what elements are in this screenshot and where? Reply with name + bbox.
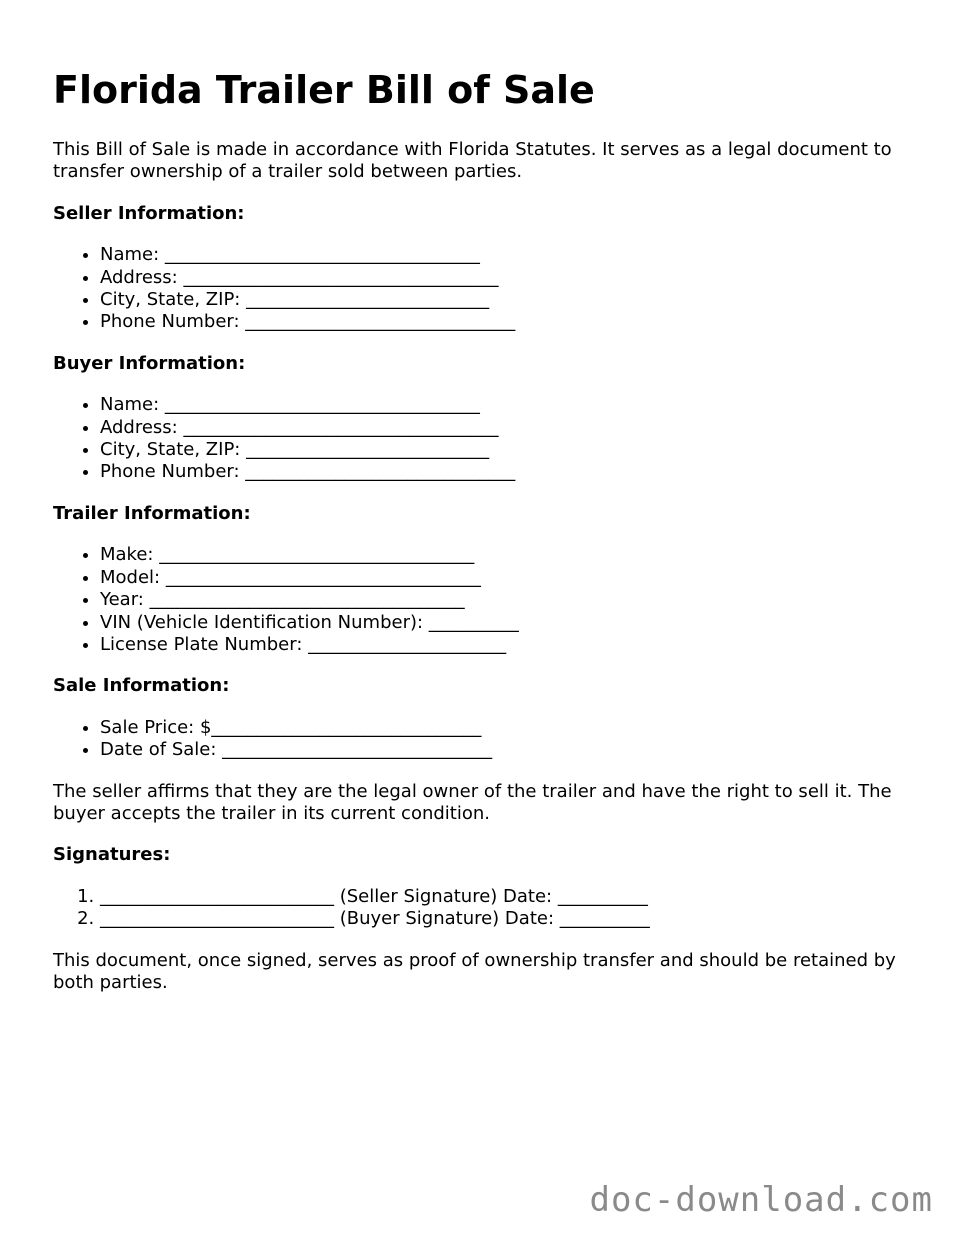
seller-address-field: • Address: ___________________________________ [100, 267, 913, 289]
buyer-phone-field: • Phone Number: ______________________________ [100, 461, 913, 483]
seller-phone-field: • Phone Number: ______________________________ [100, 311, 913, 333]
signatures-heading: Signatures: [53, 844, 171, 866]
document-body [53, 139, 913, 1013]
affirmation-paragraph: The seller affirms that they are the legal owner of the trailer and have the right to sell it. The buyer accepts the trailer in its current condition. [53, 780, 892, 824]
seller-list [53, 244, 913, 334]
intro-paragraph: This Bill of Sale is made in accordance with Florida Statutes. It serves as a legal document to transfer ownership of a trailer sold between parties. [53, 139, 892, 183]
buyer-name-field: • Name: ___________________________________ [100, 394, 913, 416]
buyer-heading: Buyer Information: [53, 352, 246, 374]
trailer-make-field: • Make: ___________________________________ [100, 544, 913, 566]
buyer-signature-line: 2. __________________________ (Buyer Signature) Date: __________ [100, 908, 913, 930]
trailer-model-field: • Model: ___________________________________ [100, 567, 913, 589]
buyer-list [53, 394, 913, 484]
sale-price-field: • Sale Price: $______________________________ [100, 717, 913, 739]
trailer-heading: Trailer Information: [53, 502, 251, 524]
page-title: Florida Trailer Bill of Sale [53, 68, 595, 112]
closing-paragraph: This document, once signed, serves as proof of ownership transfer and should be retained by both parties. [53, 949, 896, 993]
sale-date-field: • Date of Sale: ______________________________ [100, 739, 913, 761]
trailer-list [53, 544, 913, 656]
signatures-list [53, 886, 913, 931]
seller-signature-line: 1. __________________________ (Seller Signature) Date: __________ [100, 886, 913, 908]
seller-name-field: • Name: ___________________________________ [100, 244, 913, 266]
seller-heading: Seller Information: [53, 202, 245, 224]
sale-heading: Sale Information: [53, 675, 230, 697]
trailer-license-plate-field: • License Plate Number: ______________________ [100, 634, 913, 656]
trailer-vin-field: • VIN (Vehicle Identification Number): __________ [100, 612, 913, 634]
watermark: doc-download.com [589, 1180, 933, 1220]
buyer-address-field: • Address: ___________________________________ [100, 417, 913, 439]
seller-city-state-zip-field: • City, State, ZIP: ___________________________ [100, 289, 913, 311]
sale-list [53, 717, 913, 762]
trailer-year-field: • Year: ___________________________________ [100, 589, 913, 611]
buyer-city-state-zip-field: • City, State, ZIP: ___________________________ [100, 439, 913, 461]
